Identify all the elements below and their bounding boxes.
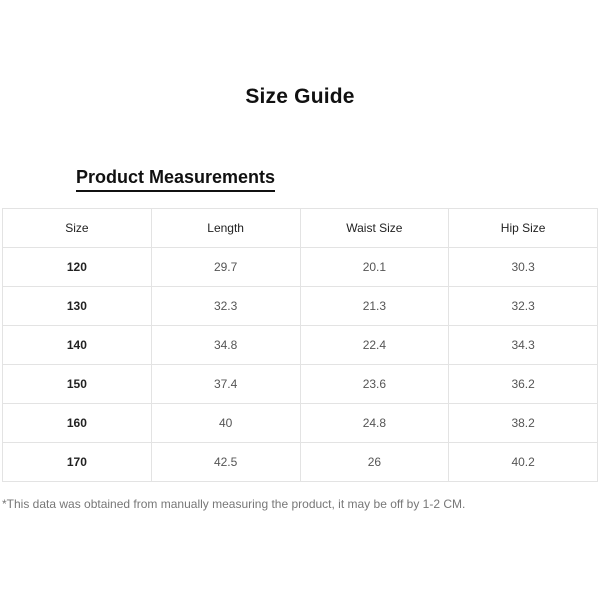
header-size: Size <box>3 209 152 248</box>
length-cell: 29.7 <box>151 248 300 287</box>
table-row <box>3 365 598 404</box>
waist-cell: 20.1 <box>300 248 449 287</box>
table-row <box>3 287 598 326</box>
length-cell: 42.5 <box>151 443 300 482</box>
hip-cell: 32.3 <box>449 287 598 326</box>
hip-cell: 38.2 <box>449 404 598 443</box>
waist-cell: 24.8 <box>300 404 449 443</box>
hip-cell: 36.2 <box>449 365 598 404</box>
header-length: Length <box>151 209 300 248</box>
table-row <box>3 443 598 482</box>
length-cell: 37.4 <box>151 365 300 404</box>
length-cell: 34.8 <box>151 326 300 365</box>
length-cell: 32.3 <box>151 287 300 326</box>
header-hip-size: Hip Size <box>449 209 598 248</box>
size-cell: 170 <box>3 443 152 482</box>
header-waist-size: Waist Size <box>300 209 449 248</box>
table-header-row <box>3 209 598 248</box>
size-cell: 130 <box>3 287 152 326</box>
table-row <box>3 248 598 287</box>
size-table <box>2 208 598 482</box>
hip-cell: 30.3 <box>449 248 598 287</box>
waist-cell: 23.6 <box>300 365 449 404</box>
size-cell: 140 <box>3 326 152 365</box>
size-cell: 120 <box>3 248 152 287</box>
waist-cell: 21.3 <box>300 287 449 326</box>
hip-cell: 34.3 <box>449 326 598 365</box>
hip-cell: 40.2 <box>449 443 598 482</box>
waist-cell: 22.4 <box>300 326 449 365</box>
size-cell: 160 <box>3 404 152 443</box>
section-title: Product Measurements <box>76 166 275 192</box>
page-title: Size Guide <box>245 85 355 108</box>
table-row <box>3 326 598 365</box>
length-cell: 40 <box>151 404 300 443</box>
footnote: *This data was obtained from manually measuring the product, it may be off by 1-2 CM. <box>2 497 466 511</box>
waist-cell: 26 <box>300 443 449 482</box>
size-cell: 150 <box>3 365 152 404</box>
table-row <box>3 404 598 443</box>
